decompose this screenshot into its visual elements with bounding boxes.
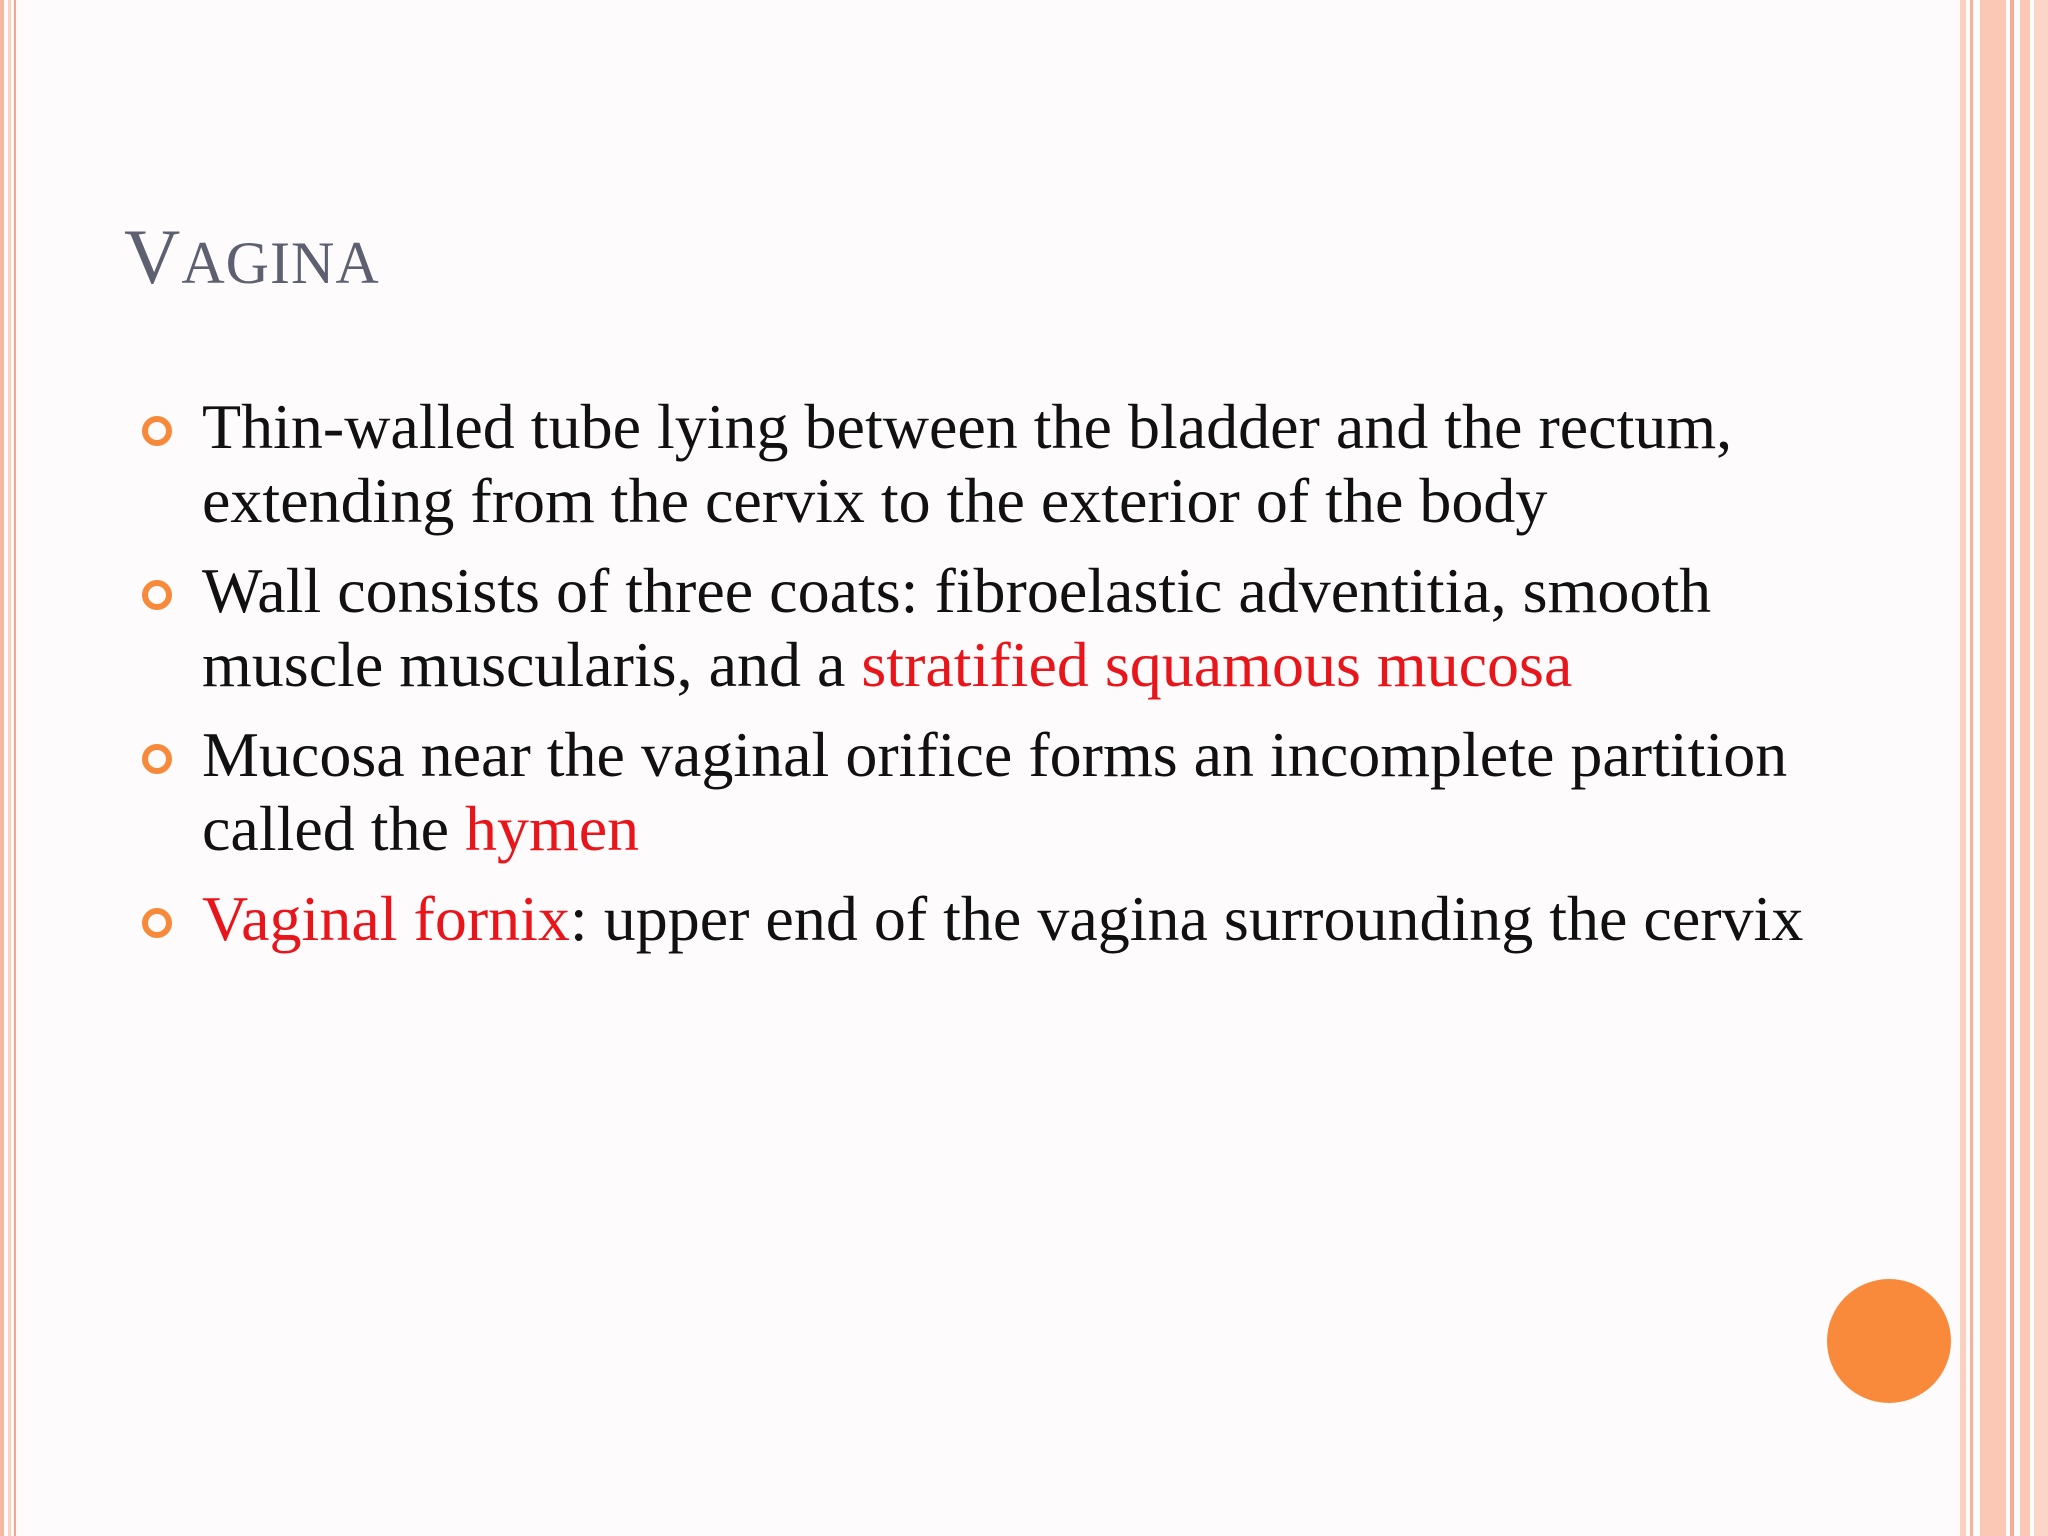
bullet-item [138,718,1898,866]
right-border-stripe [2010,0,2014,1536]
right-border-stripe [1970,0,1973,1536]
orange-ring-bullet-icon [142,580,172,610]
left-border-stripe [14,0,16,1536]
bullet-text: Wall consists of three coats: fibroelastic adventitia, smooth muscle muscularis, and a [202,555,1712,700]
orange-ring-bullet-icon [142,908,172,938]
bullet-text: Thin-walled tube lying between the bladder and the rectum, extending from the cervix to the exterior of the body [202,391,1733,536]
bullet-highlight: stratified squamous mucosa [861,629,1573,700]
right-border-stripe [2034,0,2048,1536]
left-border-stripe [8,0,11,1536]
bullet-text: : upper end of the vagina surrounding the cervix [569,883,1804,954]
bullet-text: Mucosa near the vaginal orifice forms an incomplete partition called the [202,719,1788,864]
bullet-item [138,390,1898,538]
bullet-item [138,882,1898,956]
slide-title-rest: AGINA [181,230,380,296]
bullet-highlight: hymen [464,793,640,864]
orange-ring-bullet-icon [142,744,172,774]
slide-title-initial: V [124,213,182,300]
right-border-stripe [1960,0,1966,1536]
orange-ring-bullet-icon [142,416,172,446]
left-border-stripe [0,0,4,1536]
right-border-stripe [2020,0,2030,1536]
right-border-stripe [1980,0,2006,1536]
slide-title [124,213,380,300]
orange-circle-decoration [1827,1279,1951,1403]
bullet-list [138,390,1898,972]
bullet-highlight: Vaginal fornix [202,883,570,954]
bullet-item [138,554,1898,702]
